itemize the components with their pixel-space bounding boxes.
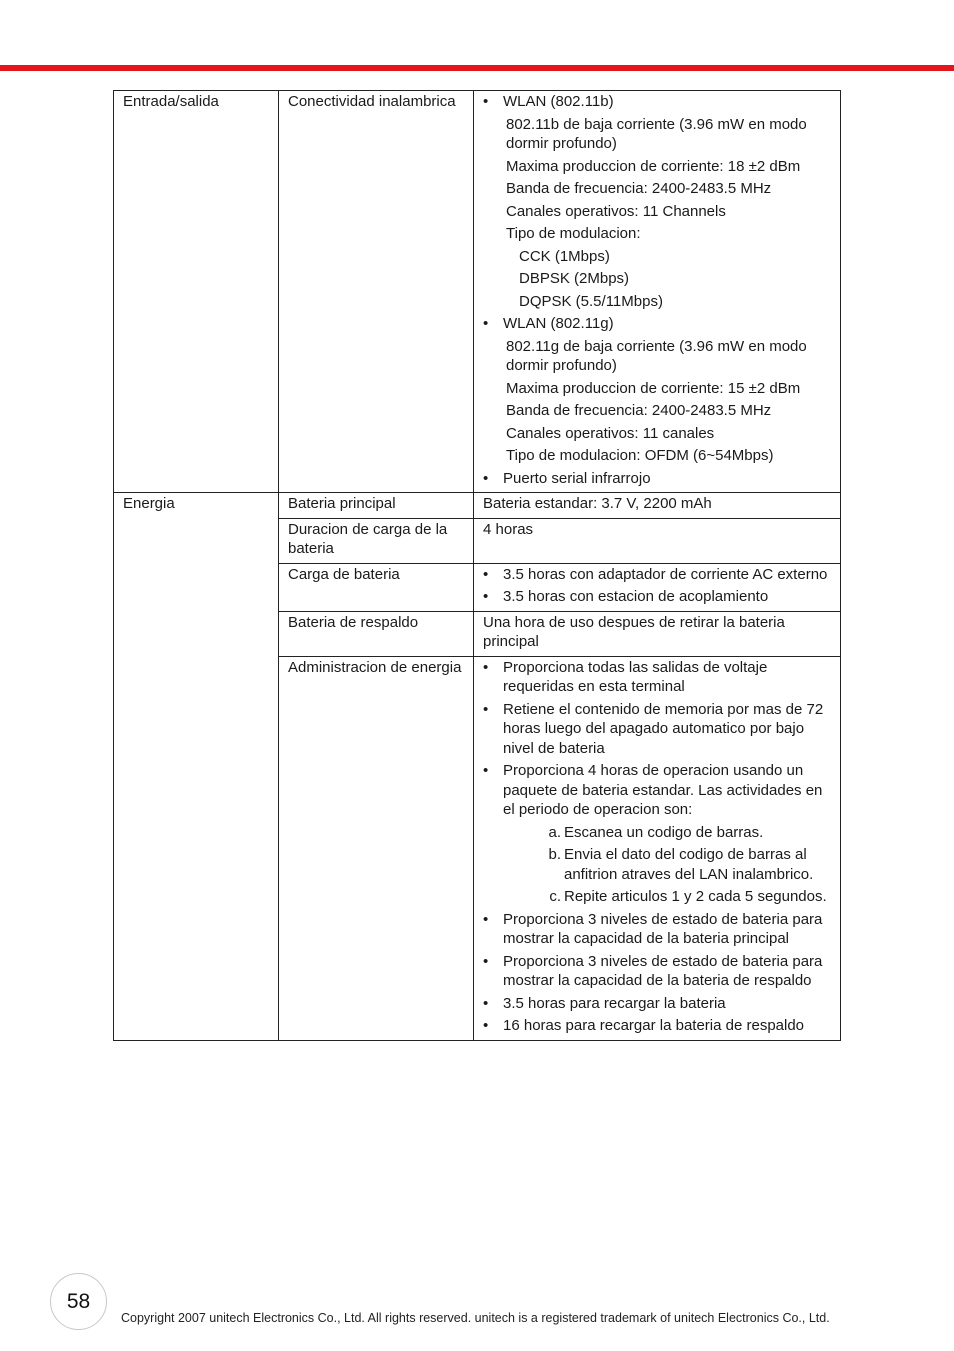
feature-cell: Carga de bateria xyxy=(279,563,474,611)
modulation-line: DQPSK (5.5/11Mbps) xyxy=(519,292,663,310)
operation-step xyxy=(543,845,831,884)
spec-line: Maxima produccion de corriente: 15 ±2 dBm xyxy=(506,379,801,397)
table-row xyxy=(114,91,841,493)
feature-cell: Conectividad inalambrica xyxy=(279,91,474,493)
list-item: • Proporciona todas las salidas de voltaje requeridas en esta terminal xyxy=(483,658,831,697)
feature-cell: Bateria de respaldo xyxy=(279,611,474,656)
wlan-g-title: WLAN (802.11g) xyxy=(503,315,614,332)
spec-line: Canales operativos: 11 Channels xyxy=(506,202,726,220)
spec-line: 802.11g de baja corriente (3.96 mW en modo dormir profundo) xyxy=(506,337,807,374)
table-row xyxy=(114,493,841,519)
header-red-bar xyxy=(0,65,954,71)
modulation-line: DBPSK (2Mbps) xyxy=(519,270,630,287)
wlan-b-title: WLAN (802.11b) xyxy=(503,93,614,110)
list-item: • 16 horas para recargar la bateria de respaldo xyxy=(483,1016,831,1036)
value-cell: 4 horas xyxy=(474,518,841,563)
copyright-footer: Copyright 2007 unitech Electronics Co., Ltd. All rights reserved. unitech is a registered trademark of unitech Electronics Co., Ltd. xyxy=(121,1311,830,1325)
value-cell xyxy=(474,563,841,611)
step-text: Repite articulos 1 y 2 cada 5 segundos. xyxy=(564,888,827,905)
spec-table xyxy=(113,90,841,1041)
list-item: • 3.5 horas con adaptador de corriente AC externo xyxy=(483,565,831,585)
feature-cell: Duracion de carga de la bateria xyxy=(279,518,474,563)
list-item xyxy=(483,761,831,907)
step-marker: b. xyxy=(548,846,561,863)
spec-line: 802.11b de baja corriente (3.96 mW en modo dormir profundo) xyxy=(506,115,807,152)
spec-line: Tipo de modulacion: OFDM (6~54Mbps) xyxy=(506,447,774,464)
list-item: • 3.5 horas con estacion de acoplamiento xyxy=(483,587,831,607)
list-item: • Proporciona 3 niveles de estado de bateria para mostrar la capacidad de la bateria principal xyxy=(483,910,831,949)
page-number: 58 xyxy=(50,1273,107,1330)
spec-line: Maxima produccion de corriente: 18 ±2 dBm xyxy=(506,157,801,175)
value-cell xyxy=(474,656,841,1040)
spec-line: Banda de frecuencia: 2400-2483.5 MHz xyxy=(506,402,772,419)
step-marker: c. xyxy=(549,888,561,905)
value-cell: Bateria estandar: 3.7 V, 2200 mAh xyxy=(474,493,841,519)
operation-step xyxy=(543,887,831,907)
operation-step xyxy=(543,823,831,843)
category-cell: Energia xyxy=(114,493,279,1041)
list-item xyxy=(483,92,831,311)
value-cell: Una hora de uso despues de retirar la bateria principal xyxy=(474,611,841,656)
list-item: • Puerto serial infrarrojo xyxy=(483,469,831,489)
spec-line: Banda de frecuencia: 2400-2483.5 MHz xyxy=(506,180,772,197)
operation-intro: Proporciona 4 horas de operacion usando un paquete de bateria estandar. Las actividades en el periodo de operacion son: xyxy=(503,762,823,818)
step-marker: a. xyxy=(548,823,561,841)
value-cell xyxy=(474,91,841,493)
list-item: • Proporciona 3 niveles de estado de bateria para mostrar la capacidad de la bateria de respaldo xyxy=(483,952,831,991)
feature-cell: Bateria principal xyxy=(279,493,474,519)
spec-line: Canales operativos: 11 canales xyxy=(506,424,715,442)
spec-line: Tipo de modulacion: xyxy=(506,225,641,242)
step-text: Envia el dato del codigo de barras al anfitrion atraves del LAN inalambrico. xyxy=(564,846,814,883)
list-item xyxy=(483,314,831,466)
category-cell: Entrada/salida xyxy=(114,91,279,493)
step-text: Escanea un codigo de barras. xyxy=(564,823,764,841)
list-item: • 3.5 horas para recargar la bateria xyxy=(483,994,831,1014)
list-item: • Retiene el contenido de memoria por mas de 72 horas luego del apagado automatico por bajo nivel de bateria xyxy=(483,700,831,759)
modulation-line: CCK (1Mbps) xyxy=(519,247,610,265)
feature-cell: Administracion de energia xyxy=(279,656,474,1040)
